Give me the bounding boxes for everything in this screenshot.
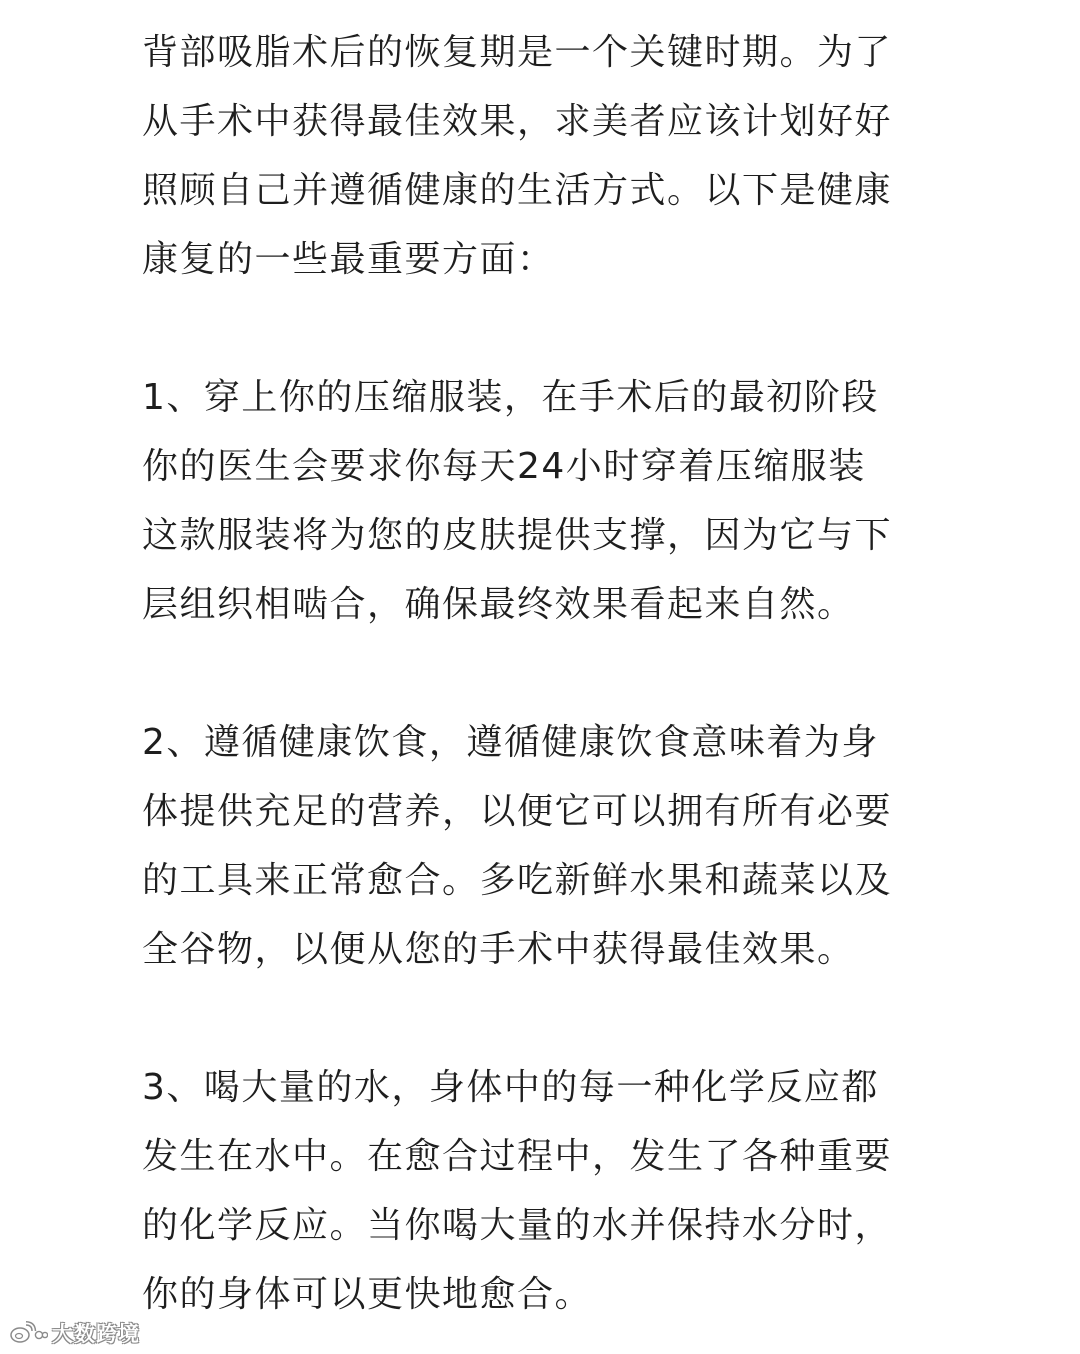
tip-paragraph-3: 3、喝大量的水，身体中的每一种化学反应都 发生在水中。在愈合过程中，发生了各种重要 的化学反应。当你喝大量的水并保持水分时， 你的身体可以更快地愈合。 [142, 1067, 893, 1315]
watermark-text: 大数跨境 [52, 1322, 140, 1346]
article-body [142, 18, 942, 1329]
watermark [8, 1318, 140, 1348]
tip-paragraph-2: 2、遵循健康饮食，遵循健康饮食意味着为身 体提供充足的营养，以便它可以拥有所有必要 的工具来正常愈合。多吃新鲜水果和蔬菜以及 全谷物，以便从您的手术中获得最佳效果。 [142, 722, 893, 970]
weibo-logo-icon [8, 1321, 48, 1345]
tip-paragraph-1: 1、穿上你的压缩服装，在手术后的最初阶段 你的医生会要求你每天24小时穿着压缩服装 这款服装将为您的皮肤提供支撑，因为它与下 层组织相啮合，确保最终效果看起来自然。 [142, 377, 893, 625]
intro-paragraph: 背部吸脂术后的恢复期是一个关键时期。为了 从手术中获得最佳效果，求美者应该计划好好 照顾自己并遵循健康的生活方式。以下是健康 康复的一些最重要方面： [142, 32, 893, 280]
